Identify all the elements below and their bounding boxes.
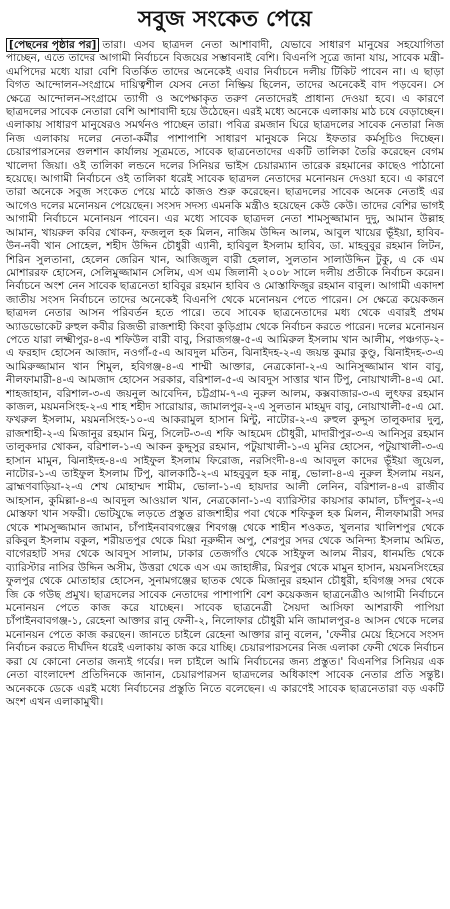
article-headline: সবুজ সংকেত পেয়ে [137, 7, 313, 32]
continued-from-tag: [পেছনের পৃষ্ঠার পর] [6, 38, 99, 52]
article-paragraph [6, 38, 444, 709]
article-text: তারা। এসব ছাত্রদল নেতা আশাবাদী, যেভাবে সাধারণ মানুষের সহযোগিতা পাচ্ছেন, এতে তাদের আগামী নির্বাচনে বিজয়ের সম্ভাবনাই বেশি। বিএনপি সূত্রে জানা যায়, সাবেক মন্ত্রী-এমপিদের মধ্যে যারা বেশি বিতর্কিত তাদের অনেকেই এবার নির্বাচনে দলীয় টিকিট পাবেন না। এ ছাড়া বিগত আন্দোলন-সংগ্রামে দায়িত্বশীল যেসব নেতা নিষ্ক্রিয় ছিলেন, তাদের অনেকেই বাদ পড়বেন। সে ক্ষেত্রে আন্দোলন-সংগ্রামে ত্যাগী ও অপেক্ষাকৃত তরুণ নেতাদেরই প্রাধান্য দেওয়া হবে। এ কারণে ছাত্রদলের সাবেক নেতারা বেশি আশাবাদী হয়ে উঠেছেন। এরই মধ্যে অনেকে এলাকায় মাঠ চষে বেড়াচ্ছেন। এলাকায় সাধারণ মানুষেরও সমর্থনও পাচ্ছেন তারা। পবিত্র রমজান ঘিরে ছাত্রদলের সাবেক নেতারা নিজ নিজ এলাকায় দলের নেতা-কর্মীর পাশাপাশি সাধারণ মানুষকে নিয়ে ইফতার কর্মসূচিও দিচ্ছেন। চেয়ারপারসনের গুলশান কার্যালয় সূত্রমতে, সাবেক ছাত্রনেতাদের একটি তালিকা তৈরি করেছেন বেগম খালেদা জিয়া। ওই তালিকা লন্ডনে দলের সিনিয়র ভাইস চেয়ারম্যান তারেক রহমানের কাছেও পাঠানো হয়েছে। আগামী নির্বাচনে ওই তালিকা ধরেই সাবেক ছাত্রদল নেতাদের মনোনয়ন দেওয়া হবে। এ কারণে তারা অনেকে সবুজ সংকেত পেয়ে মাঠে কাজও শুরু করেছেন। ছাত্রদলের সাবেক অনেক নেতাই এর আগেও দলের মনোনয়ন পেয়েছেন। সংসদ সদস্য এমনকি মন্ত্রীও হয়েছেন কেউ কেউ। তাদের বেশির ভাগই আগামী নির্বাচনে মনোনয়ন পাবেন। এর মধ্যে সাবেক ছাত্রদল নেতা শামসুজ্জামান দুদু, আমান উল্লাহ আমান, খায়রুল কবির খোকন, ফজলুল হক মিলন, নাজিম উদ্দিন আলম, আবুল খায়ের ভূঁইয়া, হাবিব-উন-নবী খান সোহেল, শহীদ উদ্দিন চৌধুরী এ্যানী, হাবিবুল ইসলাম হাবিব, ডা. মাহবুবুর রহমান লিটন, শিরিন সুলতানা, হেলেন জেরিন খান, আজিজুল বারী হেলাল, সুলতান সালাউদ্দিন টুকু, এ কে এম মোশাররফ হোসেন, সেলিমুজ্জামান সেলিম, এস এম জিলানী ২০০৮ সালে দলীয় প্রতীকে নির্বাচন করেন। নির্বাচনে অংশ নেন সাবেক ছাত্রনেতা হাবিবুর রহমান হাবিব ও মোস্তাফিজুর রহমান বাবুল। আগামী একাদশ জাতীয় সংসদ নির্বাচনে তাদের অনেকেই বিএনপি থেকে মনোনয়ন পেতে পারেন। সে ক্ষেত্রে কয়েকজন ছাত্রদল নেতার আসন পরিবর্তন হতে পারে। তবে সাবেক ছাত্রনেতাদের মধ্য থেকে এবারই প্রথম অ্যাডভোকেট রুহুল কবীর রিজভী রাজশাহী কিংবা কুড়িগ্রাম থেকে নির্বাচন করতে পারেন। দলের মনোনয়ন পেতে যারা লক্ষ্মীপুর-৪-এ শফিউল বারী বাবু, সিরাজগঞ্জ-৫-এ আমিরুল ইসলাম খান আলীম, পঞ্চগড়-২-এ ফরহাদ হোসেন আজাদ, নওগাঁ-৫-এ আবদুল মতিন, ঝিনাইদহ-২-এ জয়ন্ত কুমার কুণ্ডু, ঝিনাইদহ-৩-এ আমিরুজ্জামান খান শিমুল, হবিগঞ্জ-৪-এ শাম্মী আক্তার, নেত্রকোনা-২-এ আনিসুজ্জামান খান বাবু, নীলফামারী-৪-এ আমজাদ হোসেন সরকার, বরিশাল-৫-এ আবদুস সাত্তার খান টিপু, নোয়াখালী-৪-এ মো. শাহজাহান, বরিশাল-৩-এ জয়নুল আবেদিন, চট্টগ্রাম-৭-এ নুরুল আলম, কক্সবাজার-৩-এ লুৎফর রহমান কাজল, ময়মনসিংহ-২-এ শাহ শহীদ সারোয়ার, জামালপুর-২-এ সুলতান মাহমুদ বাবু, নোয়াখালী-৫-এ মো. ফখরুল ইসলাম, ময়মনসিংহ-১০-এ আকরামুল হাসান মিন্টু, নাটোর-২-এ রুহুল কুদ্দুস তালুকদার দুলু, রাজশাহী-২-এ মিজানুর রহমান মিনু, সিলেট-৩-এ শফি আহমেদ চৌধুরী, মাদারীপুর-৩-এ আনিসুর রহমান তালুকদার খোকন, বরিশাল-১-এ আকন কুদ্দুসুর রহমান, পটুয়াখালী-১-এ মুনির হোসেন, পটুয়াখালী-৩-এ হাসান মামুন, ঝিনাইদহ-৪-এ সাইফুল ইসলাম ফিরোজ, নরসিংদী-৪-এ আবদুল কাদের ভূঁইয়া জুয়েল, নাটোর-১-এ তাইফুল ইসলাম টিপু, ঝালকাঠি-২-এ মাহবুবুল হক নান্নু, ভোলা-৪-এ নুরুল ইসলাম নয়ন, ব্রাহ্মণবাড়িয়া-২-এ শেখ মোহাম্মদ শামীম, ভোলা-১-এ হায়দার আলী লেনিন, বরিশাল-৪-এ রাজীব আহসান, কুমিল্লা-৪-এ আবদুল আওয়াল খান, নেত্রকোনা-১-এ ব্যারিস্টার কায়সার কামাল, চাঁদপুর-২-এ মোস্তফা খান সফরী। ভোটযুদ্ধে লড়তে প্রস্তুত রাজশাহীর পবা থেকে শফিকুল হক মিলন, নীলফামারী সদর থেকে শামসুজ্জামান জামান, চাঁপাইনবাবগঞ্জের শিবগঞ্জ থেকে শাহীন শওকত, খুলনার খালিশপুর থেকে রকিবুল ইসলাম বকুল, শরীয়তপুর থেকে মিয়া নূরুদ্দীন অপু, শেরপুর সদর থেকে অনিন্দ্য ইসলাম অমিত, বাগেরহাট সদর থেকে আবদুস সালাম, ঢাকার তেজগাঁও থেকে সাইফুল আলম নীরব, ধানমন্ডি থেকে ব্যারিস্টার নাসির উদ্দিন অসীম, উত্তরা থেকে এস এম জাহাঙ্গীর, মিরপুর থেকে মামুন হাসান, ময়মনসিংহের ফুলপুর থেকে মোতাহার হোসেন, সুনামগঞ্জের ছাতক থেকে মিজানুর রহমান চৌধুরী, হবিগঞ্জ সদর থেকে জি কে গউছ প্রমুখ। ছাত্রদলের সাবেক নেতাদের পাশাপাশি বেশ কয়েকজন ছাত্রনেত্রীও আগামী নির্বাচনে মনোনয়ন পেতে কাজ করে যাচ্ছেন। সাবেক ছাত্রনেত্রী সৈয়দা আসিফা আশরাফী পাপিয়া চাঁপাইনবাবগঞ্জ-১, রেহেনা আক্তার রানু ফেনী-২, নিলোফার চৌধুরী মনি জামালপুর-৪ আসন থেকে দলের মনোনয়ন পেতে কাজ করছেন। জানতে চাইলে রেহেনা আক্তার রানু বলেন, 'ফেনীর মেয়ে হিসেবে সংসদ নির্বাচন করতে দীর্ঘদিন ধরেই এলাকায় কাজ করে যাচ্ছি। চেয়ারপারসনের নিজ এলাকা ফেনী থেকে নির্বাচন করা যে কোনো নেতার জন্যই গর্বের। দল চাইলে আমি নির্বাচনের জন্য প্রস্তুত।' বিএনপির সিনিয়র এক নেতা বাংলাদেশ প্রতিদিনকে জানান, চেয়ারপারসন ছাত্রদলের অধিকাংশ সাবেক নেতার প্রতি সন্তুষ্ট। অনেককে ডেকে এরই মধ্যে নির্বাচনের প্রস্তুতি নিতে বলেছেন। এ কারণেই সাবেক ছাত্রনেতারা বড় একটি অংশ এখন এলাকামুখী। [6, 39, 444, 708]
article-body [6, 38, 444, 709]
